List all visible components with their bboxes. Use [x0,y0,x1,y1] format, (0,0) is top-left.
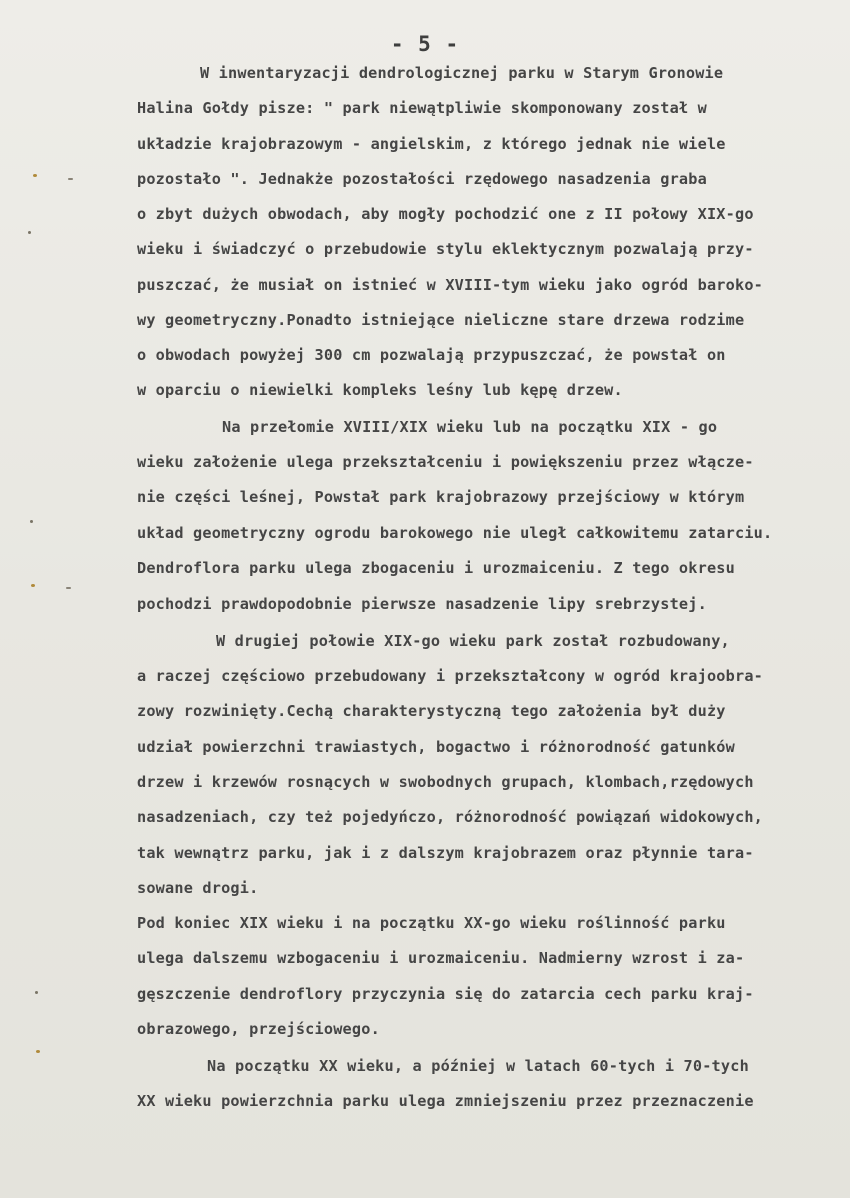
margin-speck [68,178,73,180]
text-line: gęszczenie dendroflory przyczynia się do zatarcia cech parku kraj- [137,985,754,1003]
margin-speck [28,231,31,234]
margin-speck [36,1050,40,1053]
text-line: XX wieku powierzchnia parku ulega zmniejszeniu przez przeznaczenie [137,1092,754,1110]
page-number: - 5 - [390,32,460,56]
text-line: zowy rozwinięty.Cechą charakterystyczną tego założenia był duży [137,702,726,720]
text-line: udział powierzchni trawiastych, bogactwo i różnorodność gatunków [137,738,735,756]
text-line: o obwodach powyżej 300 cm pozwalają przypuszczać, że powstał on [137,346,726,364]
text-line: W inwentaryzacji dendrologicznej parku w Starym Gronowie [200,64,724,82]
text-line: wy geometryczny.Ponadto istniejące nieliczne stare drzewa rodzime [137,311,745,329]
text-line: układ geometryczny ogrodu barokowego nie uległ całkowitemu zatarciu. [137,524,773,542]
text-line: Dendroflora parku ulega zbogaceniu i urozmaiceniu. Z tego okresu [137,559,735,577]
text-line: Halina Gołdy pisze: " park niewątpliwie skomponowany został w [137,99,707,117]
text-line: a raczej częściowo przebudowany i przekształcony w ogród krajoobra- [137,667,764,685]
text-line: Na początku XX wieku, a później w latach 60-tych i 70-tych [207,1057,749,1075]
text-line: o zbyt dużych obwodach, aby mogły pochodzić one z II połowy XIX-go [137,205,754,223]
margin-speck [35,991,38,994]
text-line: sowane drogi. [137,879,259,897]
text-line: pochodzi prawdopodobnie pierwsze nasadzenie lipy srebrzystej. [137,595,707,613]
text-line: drzew i krzewów rosnących w swobodnych grupach, klombach,rzędowych [137,773,754,791]
text-line: wieku i świadczyć o przebudowie stylu eklektycznym pozwalają przy- [137,240,754,258]
margin-speck [30,520,33,523]
text-line: tak wewnątrz parku, jak i z dalszym krajobrazem oraz płynnie tara- [137,844,754,862]
text-line: Pod koniec XIX wieku i na początku XX-go wieku roślinność parku [137,914,726,932]
text-line: układzie krajobrazowym - angielskim, z którego jednak nie wiele [137,135,726,153]
text-line: puszczać, że musiał on istnieć w XVIII-tym wieku jako ogród baroko- [137,276,764,294]
text-line: ulega dalszemu wzbogaceniu i urozmaiceniu. Nadmierny wzrost i za- [137,949,745,967]
text-line: nie części leśnej, Powstał park krajobrazowy przejściowy w którym [137,488,745,506]
text-line: nasadzeniach, czy też pojedyńczo, różnorodność powiązań widokowych, [137,808,764,826]
text-line: obrazowego, przejściowego. [137,1020,380,1038]
text-line: W drugiej połowie XIX-go wieku park został rozbudowany, [216,632,730,650]
text-line: wieku założenie ulega przekształceniu i powiększeniu przez włącze- [137,453,754,471]
margin-speck [66,587,71,589]
text-line: pozostało ". Jednakże pozostałości rzędowego nasadzenia graba [137,170,707,188]
text-line: w oparciu o niewielki kompleks leśny lub kępę drzew. [137,381,623,399]
text-line: Na przełomie XVIII/XIX wieku lub na początku XIX - go [222,418,718,436]
margin-speck [33,174,37,177]
margin-speck [31,584,35,587]
